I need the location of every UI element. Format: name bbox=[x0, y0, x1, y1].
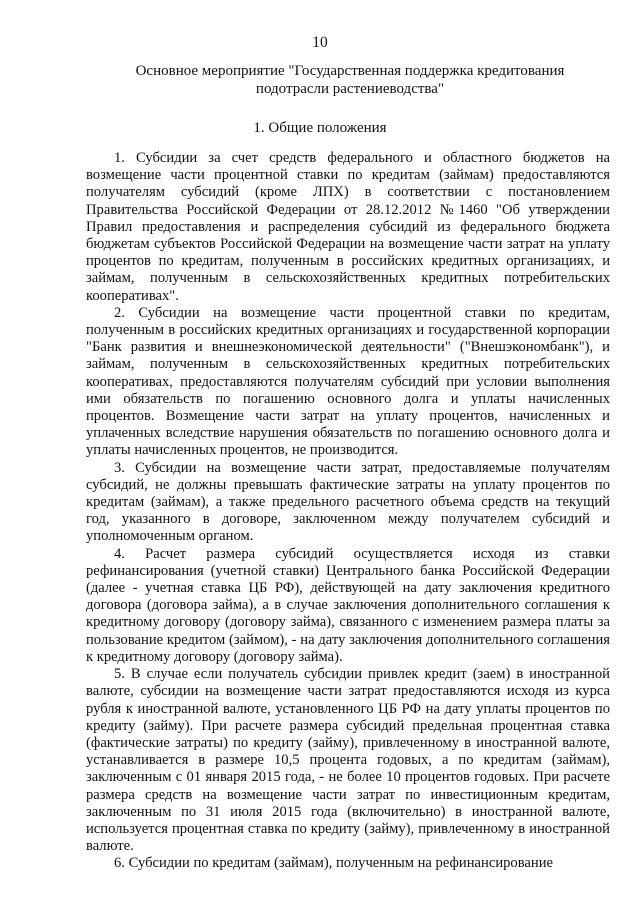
page-number: 10 bbox=[312, 34, 328, 51]
paragraph-6: 6. Субсидии по кредитам (займам), полученным на рефинансирование bbox=[114, 855, 553, 872]
paragraph-3: 3. Субсидии на возмещение части затрат, предоставляемые получателям субсидий, не должны превышать фактические затраты на уплату процентов по кредитам (займам), а также предельного расчетного объема средств на текущий год, указанного в договоре, заключенном между получателем субсидий и уполномоченным органом. bbox=[86, 459, 610, 545]
paragraph-5: 5. В случае если получатель субсидии привлек кредит (заем) в иностранной валюте, субсидии на возмещение части затрат предоставляются исходя из курса рубля к иностранной валюте, установленного ЦБ РФ на дату уплаты процентов по кредиту (займу). При расчете размера субсидий предельная процентная ставка (фактические затраты) по кредиту (займу), привлеченному в иностранной валюте, устанавливается в размере 10,5 процента годовых, а по кредитам (займам), заключенным с 01 января 2015 года, - не более 10 процентов годовых. При расчете размера средств на возмещение части затрат по инвестиционным кредитам, заключенным по 31 июля 2015 года (включительно) в иностранной валюте, используется процентная ставка по кредиту (займу), привлеченному в иностранной валюте. bbox=[86, 666, 610, 855]
paragraph-1: 1. Субсидии за счет средств федерального и областного бюджетов на возмещение части процентной ставки по кредитам (займам) предоставляются получателям субсидий (кроме ЛПХ) в соответствии с постановлением Правительства Российской Федерации от 28.12.2012 №1460 "Об утверждении Правил предоставления и распределения субсидий из федерального бюджета бюджетам субъектов Российской Федерации на возмещение части затрат на уплату процентов по кредитам, полученным в российских кредитных организациях, и займам, полученным в сельскохозяйственных кредитных потребительских кооперативах". bbox=[86, 150, 610, 304]
section-title: 1. Общие положения bbox=[253, 120, 387, 136]
document-heading: Основное мероприятие "Государственная поддержка кредитования подотрасли растениеводства" bbox=[135, 63, 565, 97]
document-body bbox=[86, 150, 610, 873]
paragraph-2: 2. Субсидии на возмещение части процентной ставки по кредитам, полученным в российских кредитных организациях и государственной корпорации "Банк развития и внешнеэкономической деятельности" ("Внешэкономбанк"), и займам, полученным в сельскохозяйственных кредитных потребительских кооперативах, предоставляются получателям субсидий при условии выполнения ими обязательств по погашению основного долга и уплаты начисленных процентов. Возмещение части затрат на уплату процентов, начисленных и уплаченных вследствие нарушения обязательств по погашению основного долга и уплаты начисленных процентов, не производится. bbox=[86, 304, 610, 459]
paragraph-4: 4. Расчет размера субсидий осуществляется исходя из ставки рефинансирования (учетной ставки) Центрального банка Российской Федерации (далее - учетная ставка ЦБ РФ), действующей на дату заключения кредитного договора (договора займа), а в случае заключения дополнительного соглашения к кредитному договору (договору займа), связанного с изменением размера платы за пользование кредитом (займом), - на дату заключения дополнительного соглашения к кредитному договору (договору займа). bbox=[86, 545, 610, 665]
